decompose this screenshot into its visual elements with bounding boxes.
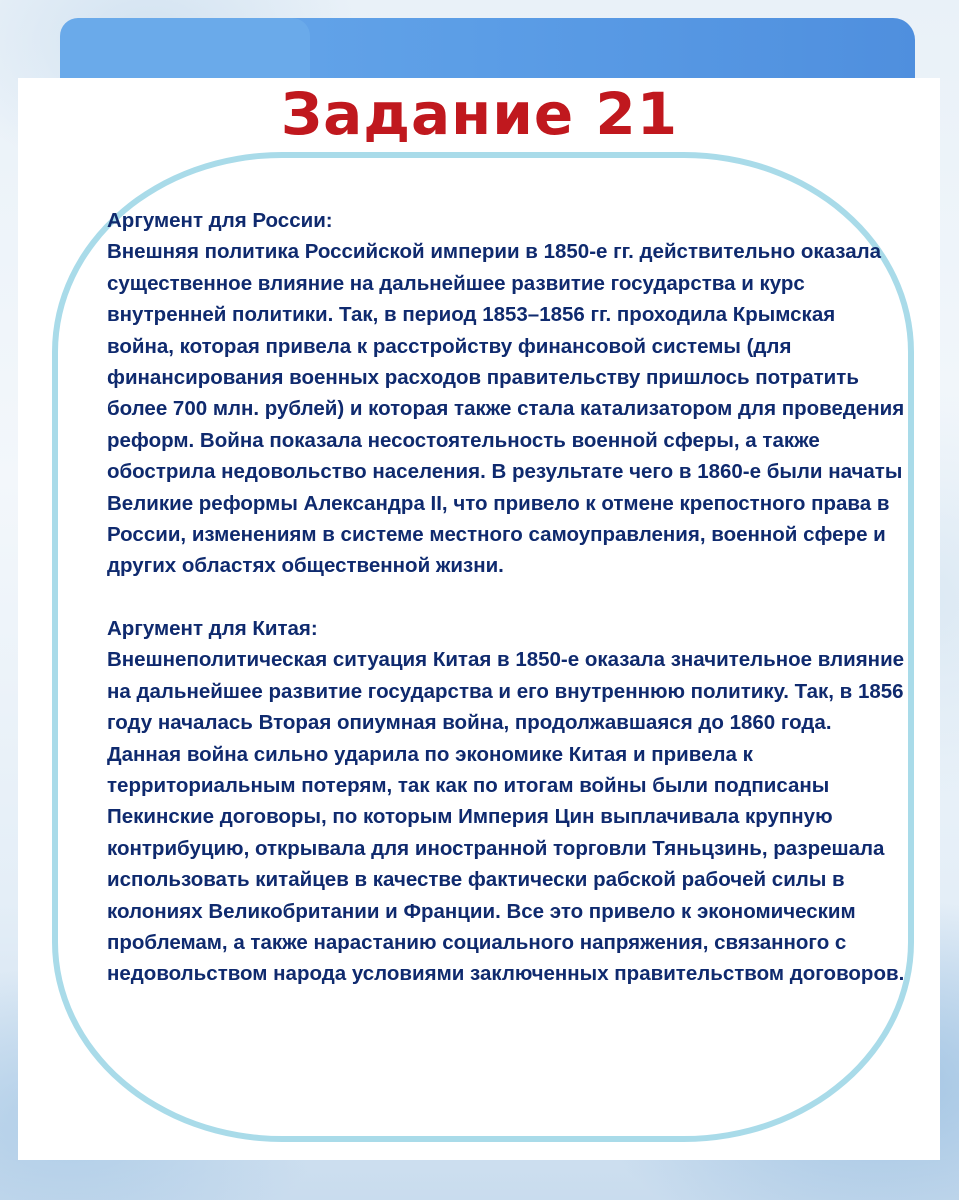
argument-china-text: Внешнеполитическая ситуация Китая в 1850-е оказала значительное влияние на дальнейшее развитие государства и его внутреннюю политику. Так, в 1856 году началась Вторая опиумная война, продолжавшаяся до 1860 года. Данная война сильно ударила по экономике Китая и привела к территориальным потерям, так как по итогам войны были подписаны Пекинские договоры, по которым Империя Цин выплачивала крупную контрибуцию, открывала для иностранной торговли Тяньцзинь, разрешала использовать китайцев в качестве фактически рабской рабочей силы в колониях Великобритании и Франции. Все это привело к экономическим проблемам, а также нарастанию социального напряжения, связанного с недовольством народа условиями заключенных правительством договоров. bbox=[107, 648, 905, 986]
header-tab bbox=[60, 18, 310, 78]
argument-china bbox=[107, 613, 907, 990]
argument-russia-heading: Аргумент для России: bbox=[107, 209, 333, 232]
argument-china-heading: Аргумент для Китая: bbox=[107, 616, 318, 640]
content-area bbox=[107, 205, 907, 990]
argument-russia-text: Внешняя политика Российской империи в 1850-е гг. действительно оказала существенное влияние на дальнейшее развитие государства и курс внутренней политики. Так, в период 1853–1856 гг. проходила Крымская война, которая привела к расстройству финансовой системы (для финансирования военных расходов правительству пришлось потратить более 700 млн. рублей) и которая также стала катализатором для проведения реформ. Война показала несостоятельность военной сферы, а также обострила недовольство населения. В результате чего в 1860-е были начаты Великие реформы Александра II, что привело к отмене крепостного права в России, изменениям в системе местного самоуправления, военной сфере и других областях общественной жизни. bbox=[107, 240, 905, 578]
page-title: Задание 21 bbox=[280, 80, 679, 148]
argument-russia bbox=[107, 205, 907, 582]
